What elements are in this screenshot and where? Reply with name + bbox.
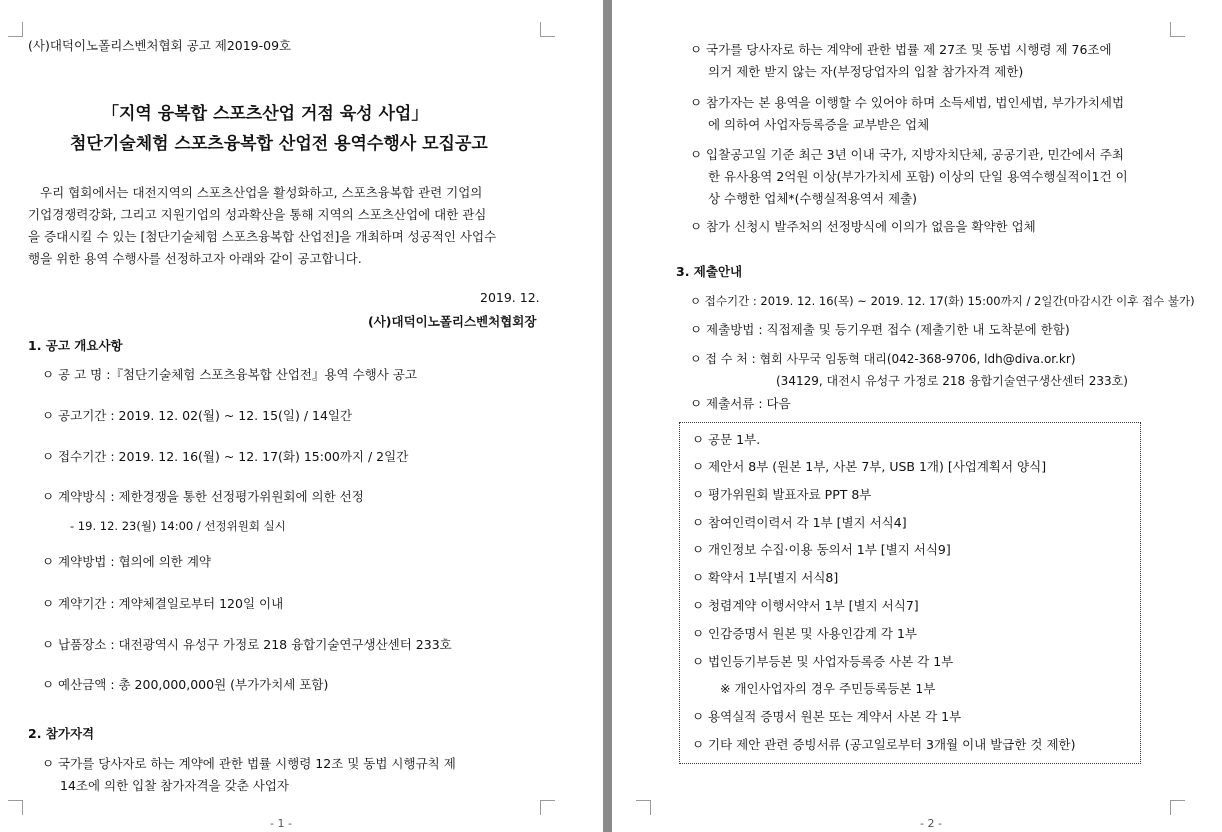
crop-mark [1170, 800, 1185, 815]
list-item-continuation: 한 유사용역 2억원 이상(부가가치세 포함) 이상의 단일 용역수행실적이1건 이 [708, 169, 1128, 184]
doc-note: ※ 개인사업자의 경우 주민등록등본 1부 [720, 681, 936, 696]
list-item: ㅇ 예산금액 : 총 200,000,000원 (부가가치세 포함) [42, 677, 329, 692]
list-item: ㅇ 공고기간 : 2019. 12. 02(월) ~ 12. 15(일) / 14일간 [42, 408, 353, 423]
page-number: - 2 - [920, 817, 942, 830]
doc-item: ㅇ 평가위원회 발표자료 PPT 8부 [692, 487, 872, 502]
list-item-continuation: 의거 제한 받지 않는 자(부정당업자의 입찰 참가자격 제한) [708, 64, 1024, 79]
document-page-2 [612, 0, 1222, 832]
list-item-continuation: (34129, 대전시 유성구 가정로 218 융합기술연구생산센터 233호) [776, 374, 1128, 388]
intro-line: 기업경쟁력강화, 그리고 지원기업의 성과확산을 통해 지역의 스포츠산업에 대한 관심 [28, 207, 487, 222]
section-heading: 3. 제출안내 [676, 264, 743, 279]
notice-number: (사)대덕이노폴리스벤처협회 공고 제2019-09호 [28, 38, 292, 53]
doc-item: ㅇ 법인등기부등본 및 사업자등록증 사본 각 1부 [692, 654, 954, 669]
signer: (사)대덕이노폴리스벤처협회장 [368, 314, 537, 329]
list-item: ㅇ 계약기간 : 계약체결일로부터 120일 이내 [42, 596, 284, 611]
doc-item: ㅇ 인감증명서 원본 및 사용인감계 각 1부 [692, 626, 917, 641]
section-heading: 1. 공고 개요사항 [28, 338, 123, 353]
list-item: ㅇ 접 수 처 : 협회 사무국 임동혁 대리(042-368-9706, ldh@diva.or.kr) [690, 352, 1076, 366]
list-item: ㅇ 국가를 당사자로 하는 계약에 관한 법률 제 27조 및 동법 시행령 제 76조에 [690, 42, 1112, 57]
list-item: ㅇ 계약방법 : 협의에 의한 계약 [42, 554, 211, 569]
list-item: ㅇ 계약방식 : 제한경쟁을 통한 선정평가위원회에 의한 선정 [42, 489, 364, 504]
document-list-box [679, 422, 1141, 764]
doc-item: ㅇ 청렴계약 이행서약서 1부 [별지 서식7] [692, 598, 919, 613]
section-heading: 2. 참가자격 [28, 726, 95, 741]
list-item: ㅇ 접수기간 : 2019. 12. 16(목) ~ 2019. 12. 17(화) 15:00까지 / 2일간(마감시간 이후 접수 불가) [690, 294, 1195, 308]
crop-mark [636, 800, 651, 815]
list-item-continuation: 에 의하여 사업자등록증을 교부받은 업체 [708, 117, 930, 132]
crop-mark [540, 800, 555, 815]
list-item-continuation: 14조에 의한 입찰 참가자격을 갖춘 사업자 [60, 778, 289, 793]
document-page-1 [0, 0, 603, 832]
doc-item: ㅇ 용역실적 증명서 원본 또는 계약서 사본 각 1부 [692, 709, 962, 724]
notice-date: 2019. 12. [480, 290, 540, 305]
list-item: ㅇ 참가자는 본 용역을 이행할 수 있어야 하며 소득세법, 법인세법, 부가가치세법 [690, 95, 1125, 110]
list-item: ㅇ 공 고 명 :『첨단기술체험 스포츠융복합 산업전』용역 수행사 공고 [42, 367, 417, 382]
intro-line: 우리 협회에서는 대전지역의 스포츠산업을 활성화하고, 스포츠융복합 관련 기업의 [40, 185, 483, 200]
list-item: ㅇ 납품장소 : 대전광역시 유성구 가정로 218 융합기술연구생산센터 233호 [42, 637, 452, 652]
list-subitem: - 19. 12. 23(월) 14:00 / 선정위원회 실시 [70, 519, 286, 533]
doc-item: ㅇ 제안서 8부 (원본 1부, 사본 7부, USB 1개) [사업계획서 양식] [692, 459, 1047, 474]
doc-item: ㅇ 공문 1부. [692, 432, 761, 447]
list-item: ㅇ 제출서류 : 다음 [690, 396, 791, 411]
doc-item: ㅇ 기타 제안 관련 증빙서류 (공고일로부터 3개월 이내 발급한 것 제한) [692, 737, 1076, 752]
doc-item: ㅇ 개인정보 수집·이용 동의서 1부 [별지 서식9] [692, 542, 951, 557]
page-title: 「지역 융복합 스포츠산업 거점 육성 사업」 [102, 104, 429, 124]
list-item: ㅇ 입찰공고일 기준 최근 3년 이내 국가, 지방자치단체, 공공기관, 민간에서 주최 [690, 147, 1124, 162]
list-item: ㅇ 참가 신청시 발주처의 선정방식에 이의가 없음을 확약한 업체 [690, 219, 1036, 234]
crop-mark [540, 22, 555, 37]
crop-mark [8, 800, 23, 815]
intro-line: 을 증대시킬 수 있는 [첨단기술체험 스포츠융복합 산업전]을 개최하며 성공적인 사업수 [28, 229, 497, 244]
page-number: - 1 - [270, 817, 292, 830]
doc-item: ㅇ 참여인력이력서 각 1부 [별지 서식4] [692, 515, 907, 530]
intro-line: 행을 위한 용역 수행사를 선정하고자 아래와 같이 공고합니다. [28, 251, 362, 266]
list-item: ㅇ 접수기간 : 2019. 12. 16(월) ~ 12. 17(화) 15:00까지 / 2일간 [42, 449, 409, 464]
crop-mark [1170, 22, 1185, 37]
list-item: ㅇ 제출방법 : 직접제출 및 등기우편 접수 (제출기한 내 도착분에 한함) [690, 322, 1070, 337]
crop-mark [8, 22, 23, 37]
list-item: ㅇ 국가를 당사자로 하는 계약에 관한 법률 시행령 12조 및 동법 시행규칙 제 [42, 756, 456, 771]
doc-item: ㅇ 확약서 1부[별지 서식8] [692, 570, 839, 585]
list-item-continuation: 상 수행한 업체*(수행실적용역서 제출) [708, 191, 918, 206]
page-subtitle: 첨단기술체험 스포츠융복합 산업전 용역수행사 모집공고 [70, 134, 488, 154]
